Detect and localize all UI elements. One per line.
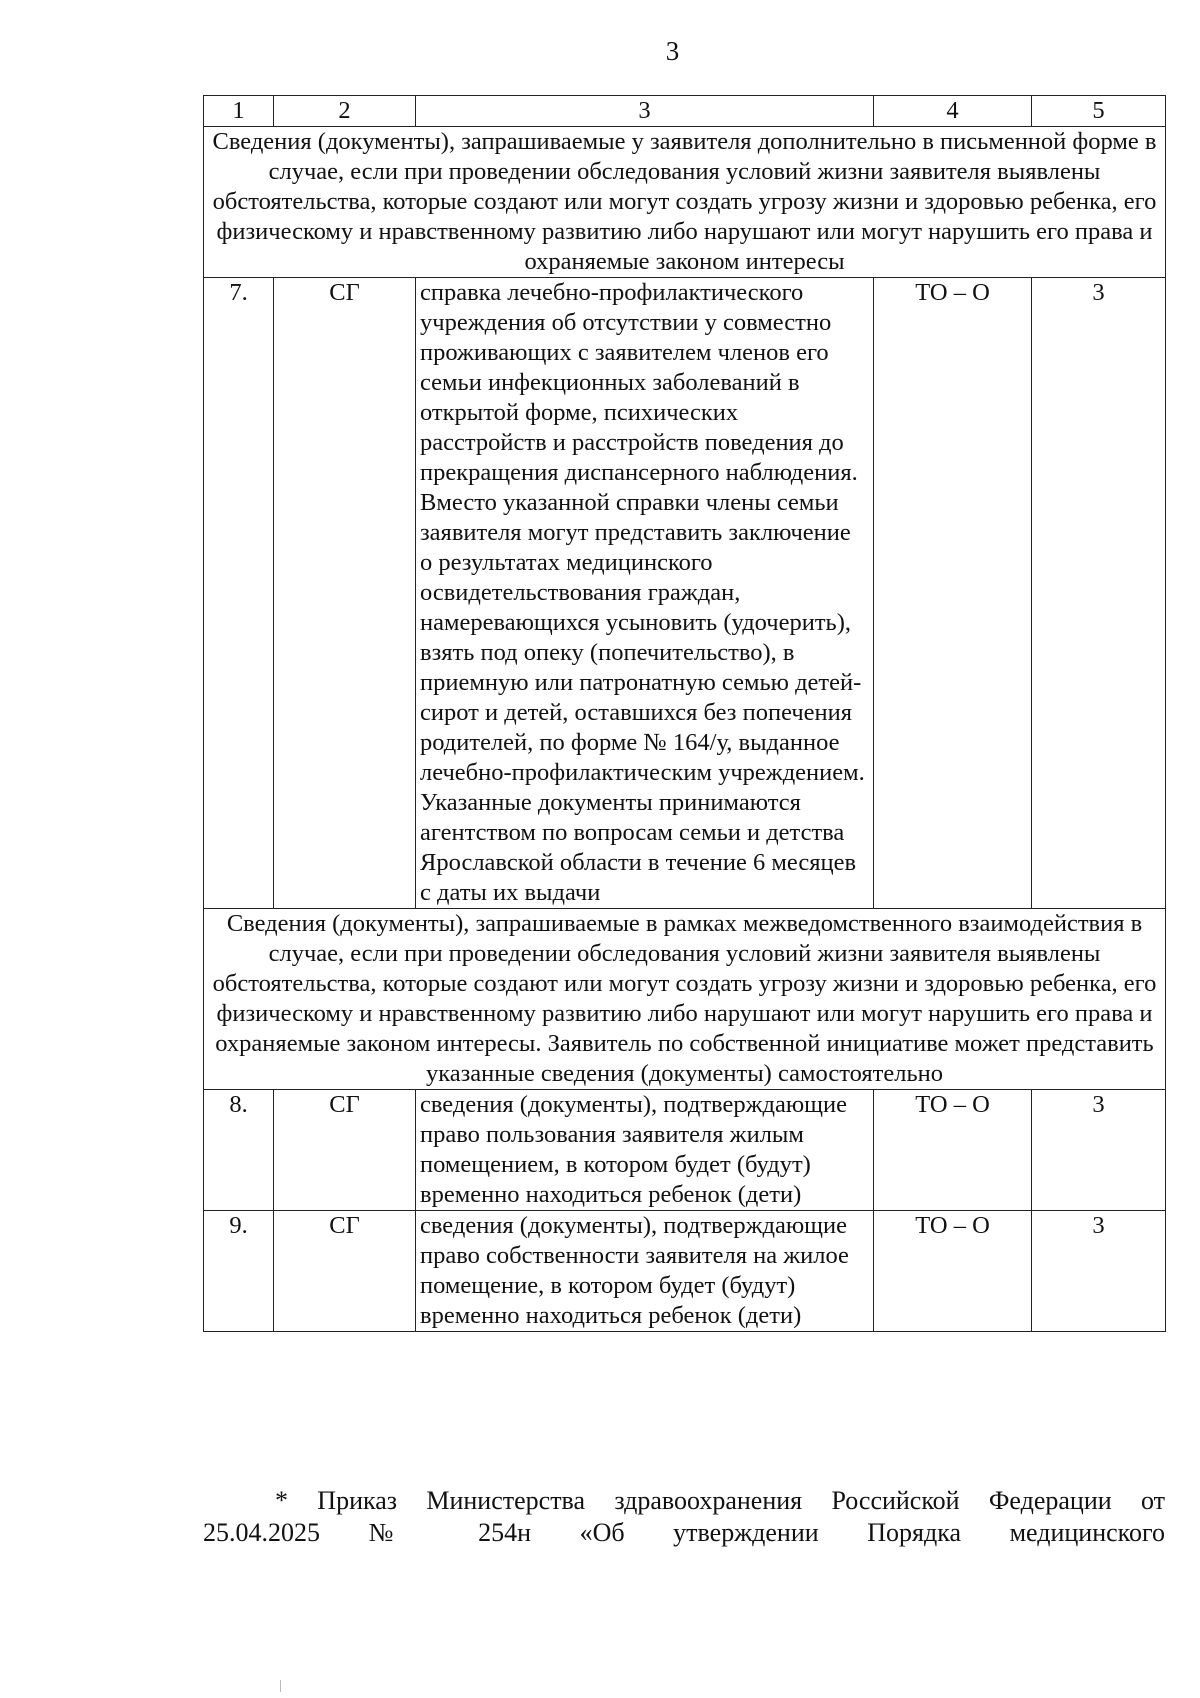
- page-number: 3: [665, 36, 680, 66]
- row-term: ТО – О: [874, 278, 1032, 909]
- footnote-line-2: 25.04.2025 № 254н «Об утверждении Порядка медицинского: [203, 1518, 1165, 1547]
- section-heading-1: Сведения (документы), запрашиваемые у заявителя дополнительно в письменной форме в случае, если при проведении обследования условий жизни заявителя выявлены обстоятельства, которые создают или могут создать угрозу жизни и здоровью ребенка, его физическому и нравственному развитию либо нарушают или могут нарушить его права и охраняемые законом интересы: [204, 127, 1166, 278]
- row-code: СГ: [274, 1211, 416, 1332]
- row-col5: 3: [1032, 1090, 1166, 1211]
- header-col-4: 4: [874, 96, 1032, 127]
- row-description: сведения (документы), подтверждающие право собственности заявителя на жилое помещение, в котором будет (будут) временно находиться ребенок (дети): [416, 1211, 874, 1332]
- row-code: СГ: [274, 1090, 416, 1211]
- section-row-1: [204, 127, 1166, 278]
- table-row-7: [204, 278, 1166, 909]
- table-row-8: [204, 1090, 1166, 1211]
- header-col-2: 2: [274, 96, 416, 127]
- row-term: ТО – О: [874, 1211, 1032, 1332]
- row-number: 7.: [204, 278, 274, 909]
- header-col-3: 3: [416, 96, 874, 127]
- footnote: [203, 1485, 1165, 1549]
- row-number: 9.: [204, 1211, 274, 1332]
- row-col5: 3: [1032, 1211, 1166, 1332]
- header-col-1: 1: [204, 96, 274, 127]
- header-col-5: 5: [1032, 96, 1166, 127]
- row-code: СГ: [274, 278, 416, 909]
- section-heading-2: Сведения (документы), запрашиваемые в рамках межведомственного взаимодействия в случае, если при проведении обследования условий жизни заявителя выявлены обстоятельства, которые создают или могут создать угрозу жизни и здоровью ребенка, его физическому и нравственному развитию либо нарушают или могут нарушить его права и охраняемые законом интересы. Заявитель по собственной инициативе может представить указанные сведения (документы) самостоятельно: [204, 909, 1166, 1090]
- table-row-9: [204, 1211, 1166, 1332]
- table-header-row: [204, 96, 1166, 127]
- footnote-line-1: * Приказ Министерства здравоохранения Российской Федерации от: [275, 1486, 1165, 1515]
- scan-mark: [280, 1680, 281, 1692]
- section-row-2: [204, 909, 1166, 1090]
- row-term: ТО – О: [874, 1090, 1032, 1211]
- row-description: справка лечебно-профилактического учреждения об отсутствии у совместно проживающих с заявителем членов его семьи инфекционных заболеваний в открытой форме, психических расстройств и расстройств поведения до прекращения диспансерного наблюдения. Вместо указанной справки члены семьи заявителя могут представить заключение о результатах медицинского освидетельствования граждан, намеревающихся усыновить (удочерить), взять под опеку (попечительство), в приемную или патронатную семью детей-сирот и детей, оставшихся без попечения родителей, по форме № 164/у, выданное лечебно-профилактическим учреждением. Указанные документы принимаются агентством по вопросам семьи и детства Ярославской области в течение 6 месяцев с даты их выдачи: [416, 278, 874, 909]
- row-number: 8.: [204, 1090, 274, 1211]
- documents-table: [203, 95, 1166, 1332]
- row-description: сведения (документы), подтверждающие право пользования заявителя жилым помещением, в котором будет (будут) временно находиться ребенок (дети): [416, 1090, 874, 1211]
- row-col5: 3: [1032, 278, 1166, 909]
